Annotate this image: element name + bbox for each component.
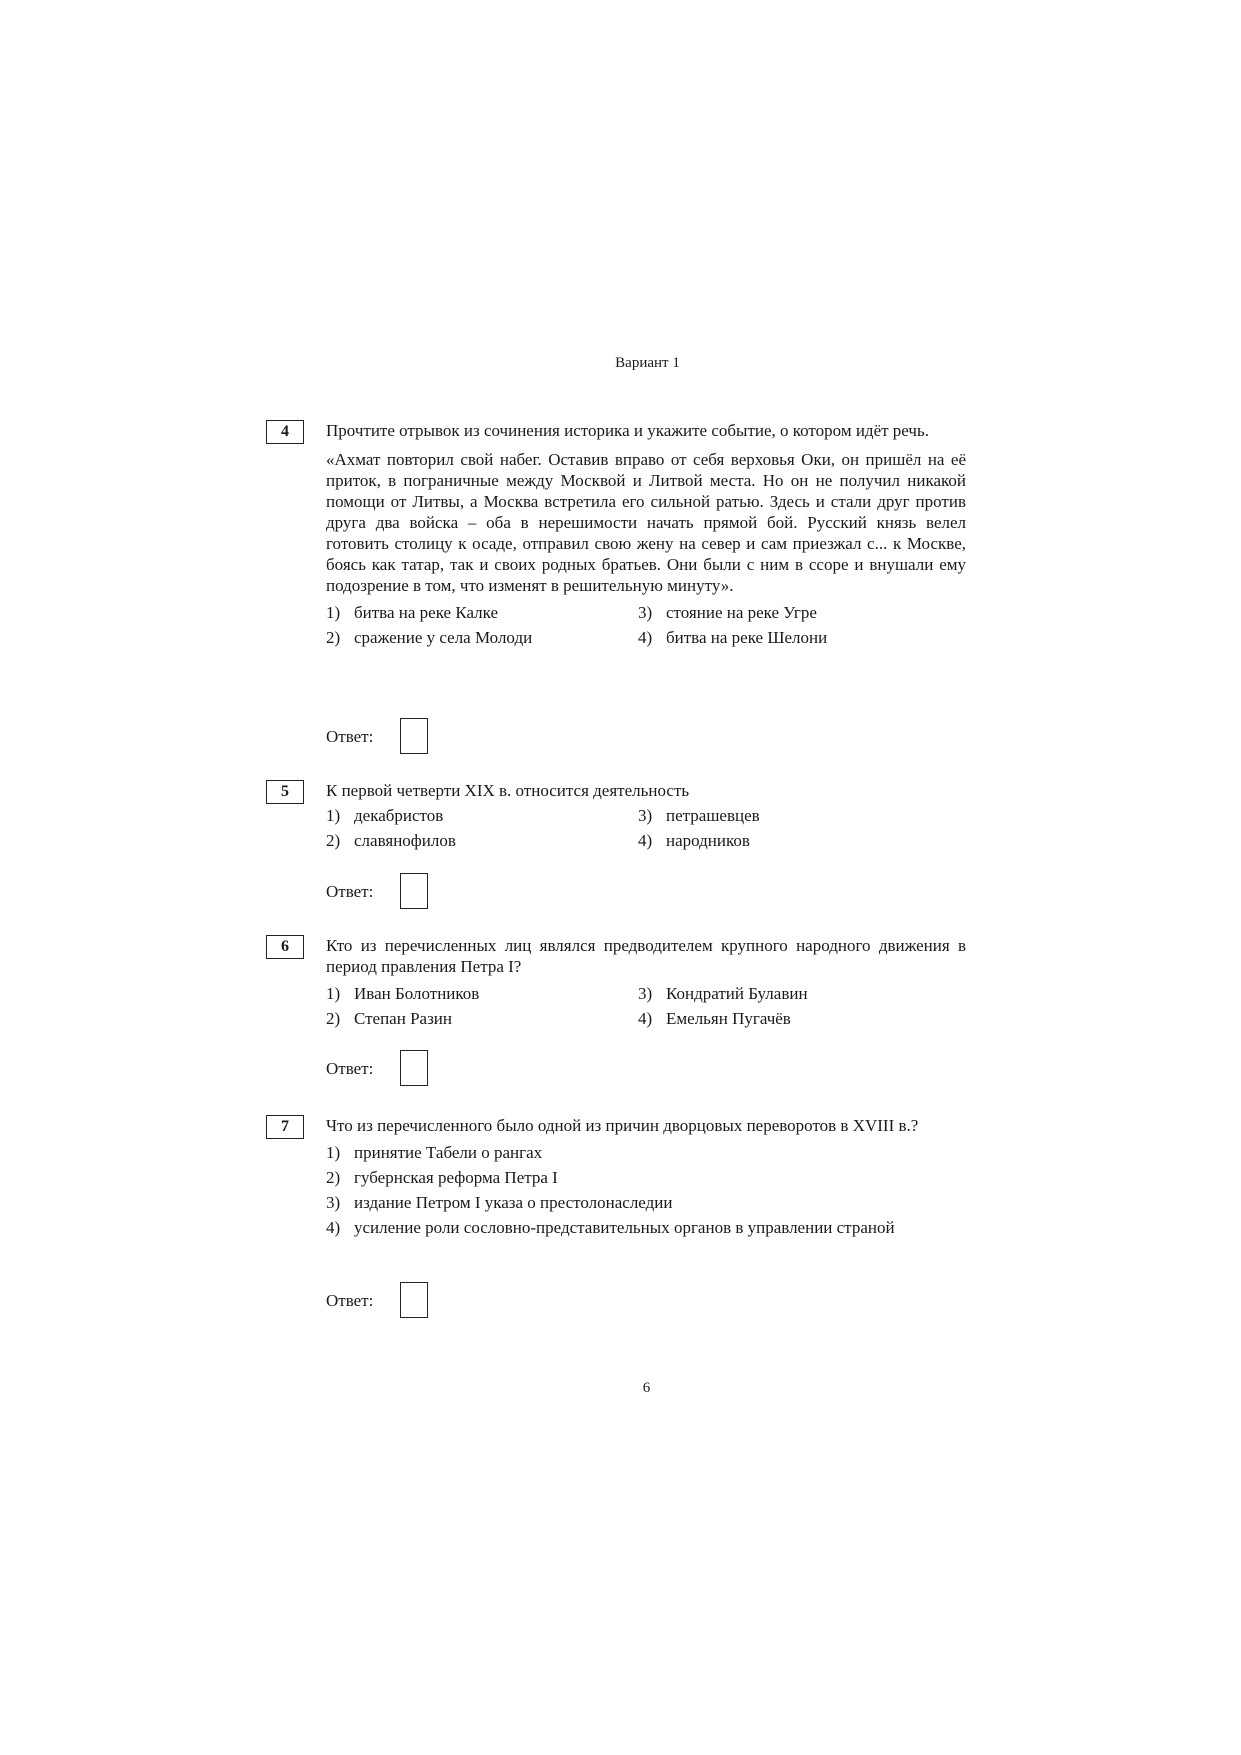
task-6	[266, 935, 972, 1095]
task-5	[266, 780, 972, 920]
option-2[interactable]: 2) губернская реформа Петра I	[326, 1168, 558, 1187]
option-1[interactable]: 1) декабристов	[326, 806, 444, 825]
option-2[interactable]: 2) Степан Разин	[326, 1009, 452, 1028]
task-number-box: 5	[266, 780, 304, 804]
option-2[interactable]: 2) сражение у села Молоди	[326, 628, 533, 647]
page-number: 6	[642, 1380, 651, 1396]
answer-box[interactable]	[400, 1050, 428, 1086]
option-2[interactable]: 2) славянофилов	[326, 831, 456, 850]
task-body	[326, 420, 966, 648]
task-question: Что из перечисленного было одной из причин дворцовых переворотов в XVIII в.?	[326, 1116, 919, 1135]
answer-row	[326, 873, 428, 909]
option-4[interactable]: 4) Емельян Пугачёв	[638, 1009, 791, 1028]
task-4	[266, 420, 972, 760]
option-3[interactable]: 3) стояние на реке Угре	[638, 603, 817, 622]
option-4[interactable]: 4) усиление роли сословно-представительных органов в управлении страной	[326, 1218, 895, 1237]
task-body	[326, 935, 966, 1029]
options-list	[326, 602, 966, 648]
task-body	[326, 780, 966, 851]
answer-label: Ответ:	[326, 726, 374, 746]
answer-row	[326, 1050, 428, 1086]
option-4[interactable]: 4) битва на реке Шелони	[638, 628, 828, 647]
option-3[interactable]: 3) Кондратий Булавин	[638, 984, 808, 1003]
options-list	[326, 983, 966, 1029]
variant-header: Вариант 1	[615, 355, 680, 371]
option-1[interactable]: 1) битва на реке Калке	[326, 603, 499, 622]
answer-box[interactable]	[400, 873, 428, 909]
answer-row	[326, 1282, 428, 1318]
task-quote: «Ахмат повторил свой набег. Оставив вправо от себя верховья Оки, он пришёл на её приток, в пограничные между Москвой и Литвой места. Но он не получил никакой помощи от Литвы, а Москва встретила его сильной ратью. Здесь и стали друг против друга два войска – оба в нерешимости начать прямой бой. Русский князь велел готовить столицу к осаде, отправил свою жену на север и сам приезжал с... к Москве, боясь как татар, так и своих родных братьев. Они были с ним в ссоре и внушали ему подозрение в том, что изменят в решительную минуту».	[326, 450, 966, 595]
task-number-box: 4	[266, 420, 304, 444]
option-1[interactable]: 1) Иван Болотников	[326, 984, 480, 1003]
answer-box[interactable]	[400, 1282, 428, 1318]
answer-box[interactable]	[400, 718, 428, 754]
task-question: Кто из перечисленных лиц являлся предводителем крупного народного движения в период правления Петра I?	[326, 936, 966, 976]
options-list	[326, 1142, 966, 1238]
option-3[interactable]: 3) петрашевцев	[638, 806, 760, 825]
option-4[interactable]: 4) народников	[638, 831, 750, 850]
task-question: Прочтите отрывок из сочинения историка и укажите событие, о котором идёт речь.	[326, 421, 929, 440]
answer-label: Ответ:	[326, 1058, 374, 1078]
answer-row	[326, 718, 428, 754]
options-list	[326, 805, 966, 851]
option-3[interactable]: 3) издание Петром I указа о престолонаследии	[326, 1193, 673, 1212]
task-body	[326, 1115, 966, 1238]
answer-label: Ответ:	[326, 1290, 374, 1310]
task-number-box: 7	[266, 1115, 304, 1139]
answer-label: Ответ:	[326, 881, 374, 901]
task-7	[266, 1115, 972, 1330]
task-question: К первой четверти XIX в. относится деятельность	[326, 781, 690, 800]
task-number-box: 6	[266, 935, 304, 959]
option-1[interactable]: 1) принятие Табели о рангах	[326, 1143, 543, 1162]
